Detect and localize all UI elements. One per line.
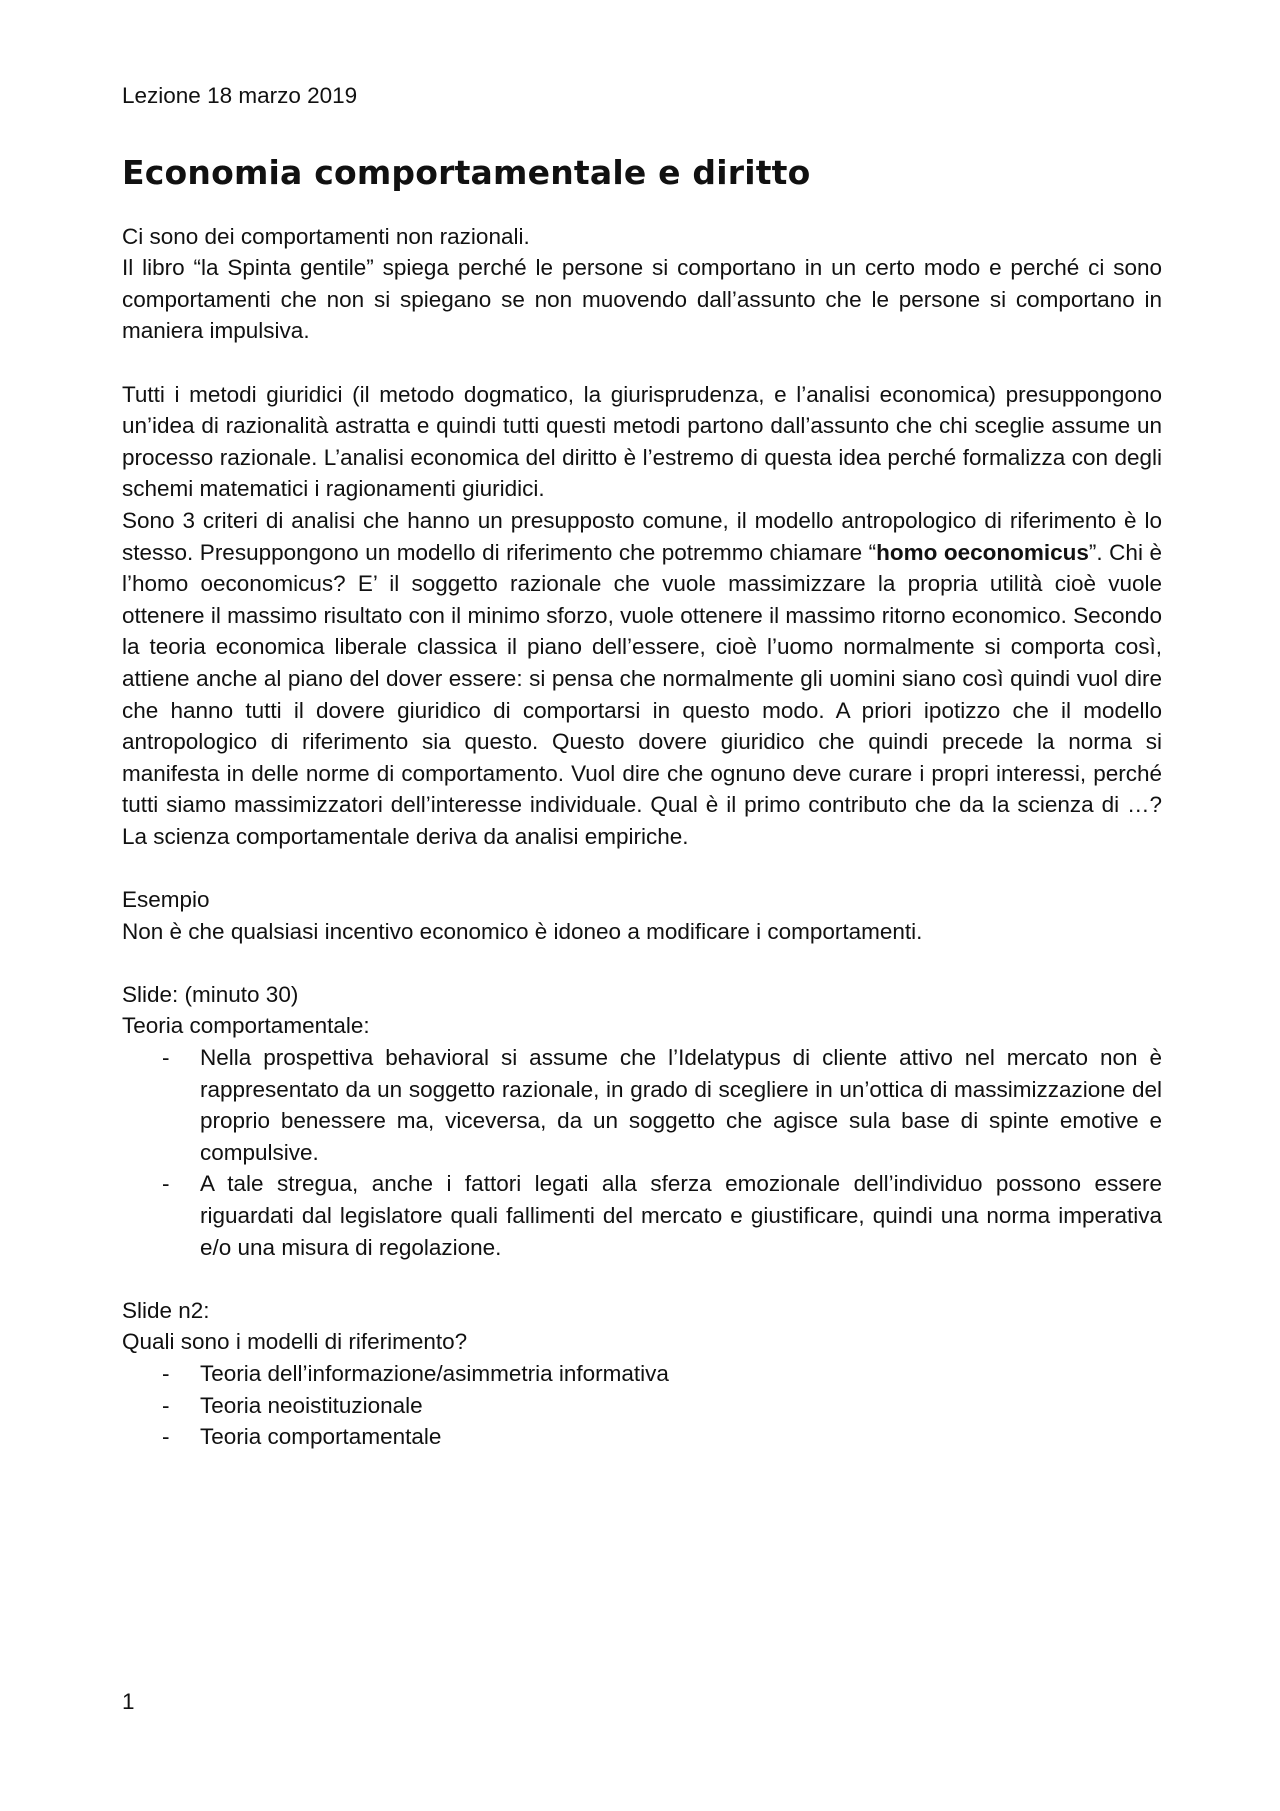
list-item-text: Nella prospettiva behavioral si assume che l’Idelatypus di cliente attivo nel mercato non è rappresentato da un soggetto razionale, in grado di scegliere in un’ottica di massimizzazione del proprio benessere ma, viceversa, da un soggetto che agisce sula base di spinte emotive e compulsive. [200,1045,1162,1165]
list-item-text: Teoria dell’informazione/asimmetria informativa [200,1360,669,1386]
bold-term-homo-oeconomicus: homo oeconomicus [876,539,1089,565]
slide2-heading: Slide n2: [122,1297,210,1323]
slide1-subheading: Teoria comportamentale: [122,1013,370,1039]
paragraph-text-after: ”. Chi è l’homo oeconomicus? E’ il soggetto razionale che vuole massimizzare la propria utilità cioè vuole ottenere il massimo risultato con il minimo sforzo, vuole ottenere il massimo ritorno economico. Secondo la teoria economica liberale classica il piano dell’essere, cioè l’uomo normalmente si comporta così, attiene anche al piano del dover essere: si pensa che normalmente gli uomini siano così quindi vuol dire che hanno tutti il dovere giuridico di comportarsi in questo modo. A priori ipotizzo che il modello antropologico di riferimento sia questo. Questo dovere giuridico che quindi precede la norma si manifesta in delle norme di comportamento. Vuol dire che ognuno deve curare i propri interessi, perché tutti siamo massimizzatori dell’interesse individuale. Qual è il primo contributo che da la scienza di …? La scienza comportamentale deriva da analisi empiriche. [122,539,1162,849]
list-item [122,1421,1162,1453]
paragraph-intro-line2: Il libro “la Spinta gentile” spiega perché le persone si comportano in un certo modo e perché ci sono comportamenti che non si spiegano se non muovendo dall’assunto che le persone si comportano in maniera impulsiva. [122,255,1162,344]
spacer [122,852,1162,884]
page-number: 1 [122,1689,135,1714]
dash-bullet: - [162,1171,170,1197]
slide2-subheading: Quali sono i modelli di riferimento? [122,1329,468,1355]
lesson-date: Lezione 18 marzo 2019 [122,83,358,108]
list-item [122,1168,1162,1263]
example-heading: Esempio [122,887,210,913]
example-text: Non è che qualsiasi incentivo economico è idoneo a modificare i comportamenti. [122,918,923,944]
document-title: Economia comportamentale e diritto [122,152,811,192]
spacer [122,1263,1162,1295]
dash-bullet: - [162,1392,170,1418]
list-item [122,1390,1162,1422]
dash-bullet: - [162,1045,170,1071]
spacer [122,947,1162,979]
list-item [122,1042,1162,1168]
slide2-bullet-list [122,1358,1162,1453]
dash-bullet: - [162,1360,170,1386]
paragraph-intro-line1: Ci sono dei comportamenti non razionali. [122,223,530,249]
paragraph-homo-oeconomicus [122,505,1162,853]
list-item-text: Teoria neoistituzionale [200,1392,423,1418]
list-item [122,1358,1162,1390]
dash-bullet: - [162,1424,170,1450]
slide1-heading: Slide: (minuto 30) [122,981,299,1007]
paragraph-methods: Tutti i metodi giuridici (il metodo dogmatico, la giurisprudenza, e l’analisi economica) presuppongono un’idea di razionalità astratta e quindi tutti questi metodi partono dall’assunto che chi sceglie assume un processo razionale. L’analisi economica del diritto è l’estremo di questa idea perché formalizza con degli schemi matematici i ragionamenti giuridici. [122,381,1162,502]
list-item-text: A tale stregua, anche i fattori legati alla sferza emozionale dell’individuo possono essere riguardati dal legislatore quali fallimenti del mercato e giustificare, quindi una norma imperativa e/o una misura di regolazione. [200,1171,1162,1260]
document-content [122,80,1162,1453]
list-item-text: Teoria comportamentale [200,1424,442,1450]
spacer [122,347,1162,379]
slide1-bullet-list [122,1042,1162,1263]
paragraph-text-before: Sono 3 criteri di analisi che hanno un presupposto comune, il modello antropologico di riferimento è lo stesso. Presuppongono un modello di riferimento che potremmo chiamare “ [122,507,1162,565]
